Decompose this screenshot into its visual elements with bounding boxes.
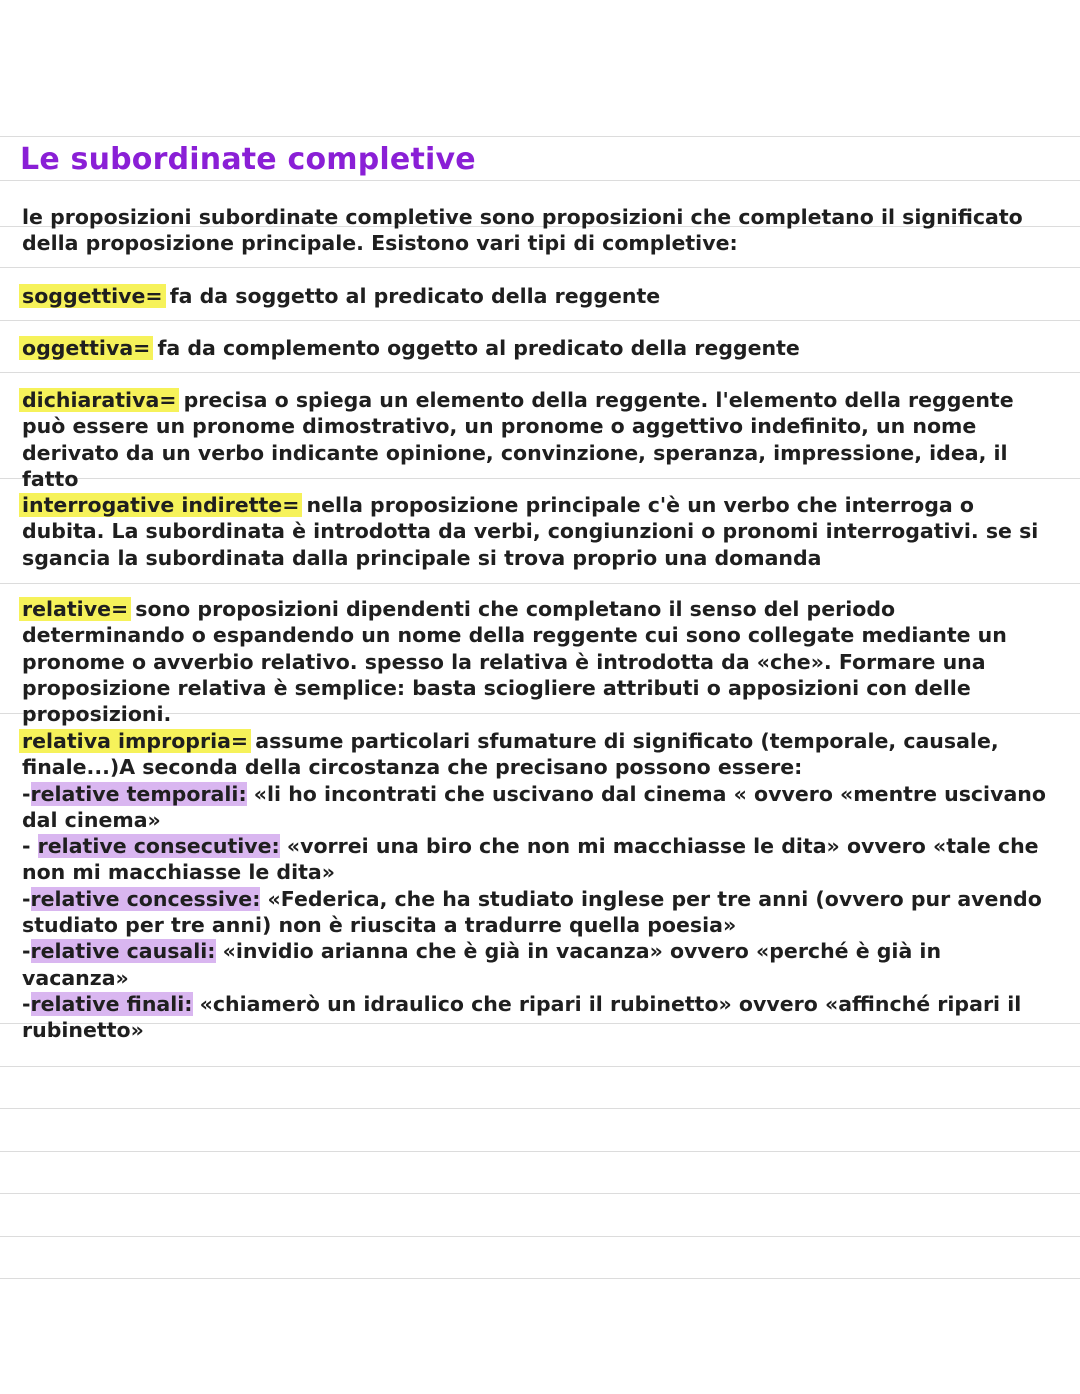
intro-paragraph: le proposizioni subordinate completive sono proposizioni che completano il significato della proposizione principale. Esistono vari tipi di completive:: [22, 205, 1023, 256]
definition-interrogative: nella proposizione principale c'è un verbo che interroga o dubita. La subordinata è introdotta da verbi, congiunzioni o pronomi interrogativi. se si sgancia la subordinata dalla principale si trova proprio una domanda: [22, 493, 1039, 570]
definition-relativa-impropria: assume particolari sfumature di significato (temporale, causale, finale...)A seconda della circostanza che precisano possono essere:: [22, 729, 999, 780]
subtype-dash: -: [22, 939, 31, 964]
term-interrogative: interrogative indirette=: [22, 493, 300, 517]
example-consecutive: «vorrei una biro che non mi macchiasse le dita» ovvero «tale che non mi macchiasse le dita»: [22, 834, 1039, 885]
page-title: Le subordinate completive: [20, 142, 476, 177]
example-concessive: «Federica, che ha studiato inglese per tre anni (ovvero pur avendo studiato per tre anni) non è riuscita a tradurre quella poesia»: [22, 886, 1042, 938]
interrogative-paragraph: [22, 492, 1052, 571]
term-relative-consecutive: relative consecutive:: [37, 834, 280, 859]
subtype-temporali: [22, 781, 1052, 834]
term-oggettiva: oggettiva=: [22, 336, 151, 360]
dichiarativa-paragraph: [22, 387, 1052, 492]
term-relative-finali: relative finali:: [30, 991, 193, 1016]
oggettiva-paragraph: [22, 335, 1052, 361]
impropria-section: [22, 728, 1052, 1044]
example-causali: «invidio arianna che è già in vacanza» ovvero «perché è già in vacanza»: [22, 939, 942, 990]
subtype-consecutive: [22, 833, 1052, 886]
subtype-dash: -: [22, 886, 31, 911]
term-dichiarativa: dichiarativa=: [22, 388, 177, 412]
subtype-dash: -: [22, 991, 31, 1016]
impropria-paragraph: [22, 728, 1052, 781]
definition-relative: sono proposizioni dipendenti che completano il senso del periodo determinando o espandendo un nome della reggente cui sono collegate mediante un pronome o avverbio relativo. spesso la relativa è introdotta da «che». Formare una proposizione relativa è semplice: basta sciogliere attributi o apposizioni con delle proposizioni.: [22, 597, 1007, 727]
definition-soggettive: fa da soggetto al predicato della reggente: [162, 284, 661, 308]
relative-paragraph: [22, 596, 1052, 727]
definition-dichiarativa: precisa o spiega un elemento della reggente. l'elemento della reggente può essere un pronome dimostrativo, un pronome o aggettivo indefinito, un nome derivato da un verbo indicante opinione, convinzione, speranza, impressione, idea, il fatto: [22, 388, 1014, 491]
soggettive-paragraph: [22, 283, 1052, 309]
term-relative: relative=: [22, 597, 129, 621]
subtype-finali: [22, 991, 1052, 1044]
example-temporali: «li ho incontrati che uscivano dal cinema « ovvero «mentre uscivano dal cinema»: [22, 781, 1046, 832]
subtype-dash: -: [22, 834, 38, 859]
subtype-causali: [22, 938, 1052, 991]
example-finali: «chiamerò un idraulico che ripari il rubinetto» ovvero «affinché ripari il rubinetto»: [22, 991, 1022, 1043]
subtype-dash: -: [22, 781, 31, 806]
term-relative-concessive: relative concessive:: [30, 886, 261, 911]
definition-oggettiva: fa da complemento oggetto al predicato della reggente: [150, 336, 800, 360]
term-relativa-impropria: relativa impropria=: [22, 729, 249, 753]
term-soggettive: soggettive=: [22, 284, 163, 308]
subtype-concessive: [22, 886, 1052, 939]
term-relative-causali: relative causali:: [30, 939, 216, 964]
term-relative-temporali: relative temporali:: [30, 781, 247, 806]
